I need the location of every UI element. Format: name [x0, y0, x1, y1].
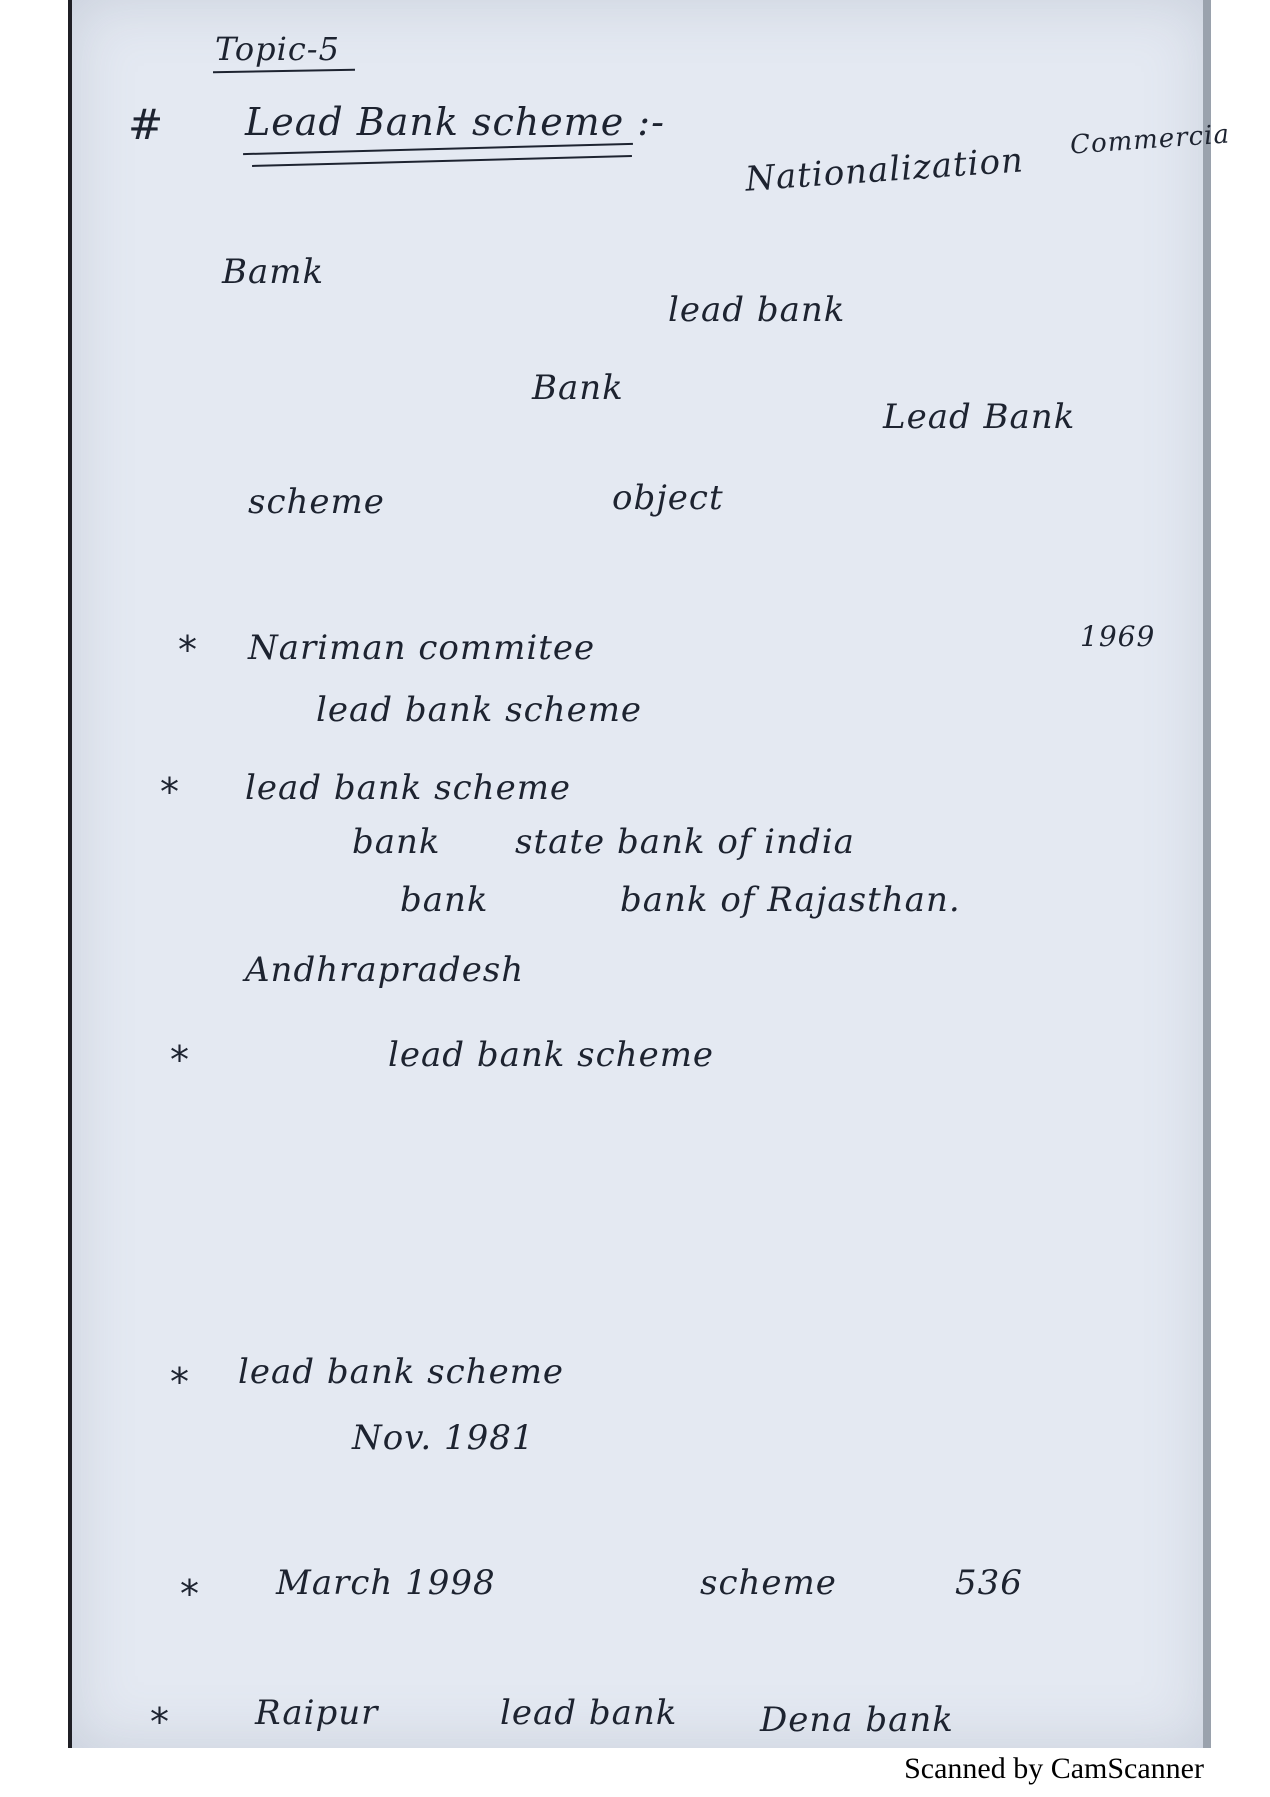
word-commercial: Commercia [1069, 119, 1231, 161]
word-nationalization: Nationalization [743, 140, 1026, 200]
word-lead-bank-scheme: lead bank scheme [245, 768, 572, 808]
page-edge [1203, 0, 1211, 1748]
word-lead-bank-scheme: lead bank scheme [316, 690, 643, 730]
date-nov-1981: Nov. 1981 [352, 1418, 535, 1458]
word-lead-bank-scheme: lead bank scheme [388, 1035, 715, 1075]
word-lead-bank-scheme: lead bank scheme [238, 1352, 565, 1392]
bullet-mark: * [170, 1038, 189, 1082]
word-nariman-committee: Nariman commitee [248, 628, 596, 668]
word-raipur: Raipur [255, 1693, 379, 1733]
bullet-mark: * [178, 628, 197, 672]
section-heading: Lead Bank scheme :- [245, 100, 665, 144]
date-march-1998: March 1998 [276, 1563, 496, 1603]
word-bank: Bank [532, 368, 624, 408]
bullet-mark: * [160, 770, 179, 814]
count-536: 536 [955, 1563, 1023, 1603]
word-scheme: scheme [248, 482, 385, 522]
word-state-bank-of-india: state bank of india [515, 822, 855, 862]
bullet-mark: * [150, 1700, 169, 1744]
word-bank-of-rajasthan: bank of Rajasthan. [620, 880, 961, 920]
bullet-mark: * [170, 1360, 189, 1404]
word-andhrapradesh: Andhrapradesh [245, 950, 525, 990]
word-bank: bank [352, 822, 441, 862]
word-bank: bank [400, 880, 489, 920]
word-dena-bank: Dena bank [760, 1700, 954, 1740]
topic-label: Topic-5 [215, 30, 340, 68]
heading-hash-mark: # [128, 100, 165, 149]
word-scheme: scheme [700, 1563, 837, 1603]
bullet-mark: * [180, 1572, 199, 1616]
scanner-watermark: Scanned by CamScanner [904, 1752, 1204, 1785]
word-lead-bank: Lead Bank [883, 397, 1076, 437]
year-1969: 1969 [1080, 620, 1156, 653]
word-lead-bank: lead bank [500, 1693, 678, 1733]
word-lead-bank: lead bank [668, 290, 846, 330]
word-bank: Bamk [222, 252, 325, 292]
word-object: object [612, 478, 724, 518]
